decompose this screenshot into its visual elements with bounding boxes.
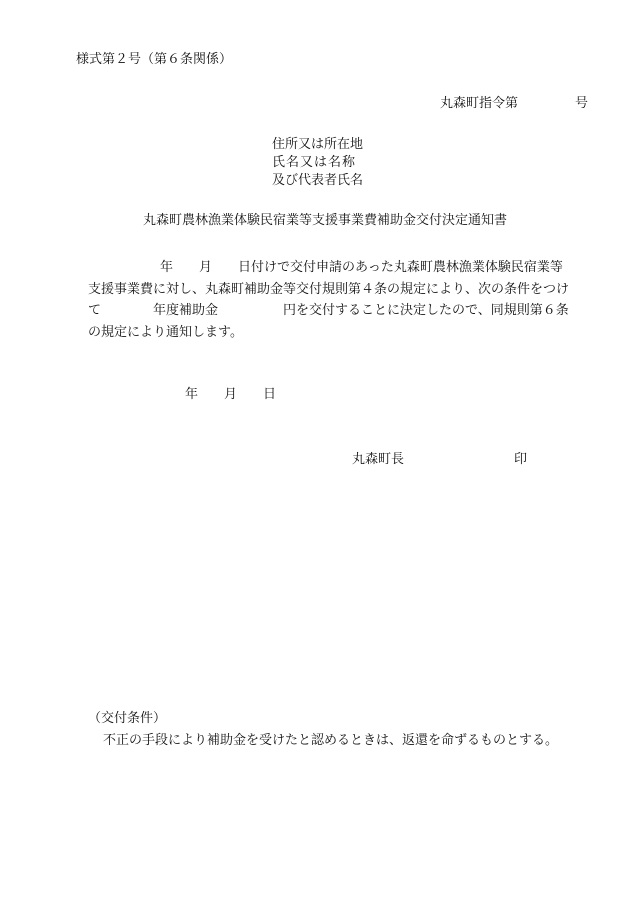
body-line-4: の規定により通知します。 <box>88 324 243 340</box>
directive-number-label: 丸森町指令第 <box>440 96 519 111</box>
body-paragraph <box>88 257 592 343</box>
conditions-text: 不正の手段により補助金を受けたと認めるときは、返還を命ずるものとする。 <box>103 733 559 748</box>
issue-date: 年 月 日 <box>185 387 277 402</box>
body-line-1: 年 月 日付けで交付申請のあった丸森町農林漁業体験民宿業等 <box>160 260 563 275</box>
form-number: 様式第２号（第６条関係） <box>76 52 233 67</box>
document-title: 丸森町農林漁業体験民宿業等支援事業費補助金交付決定通知書 <box>143 213 508 228</box>
directive-number-suffix: 号 <box>575 96 589 111</box>
addressee-address-label: 住所又は所在地 <box>272 137 364 152</box>
body-line-3: て 年度補助金 円を交付することに決定したので、同規則第６条 <box>88 303 569 318</box>
addressee-name-label: 氏名又は名称 <box>272 155 357 170</box>
addressee-representative-label: 及び代表者氏名 <box>272 173 364 188</box>
seal-mark: 印 <box>514 452 528 467</box>
body-line-2: 支援事業費に対し、丸森町補助金等交付規則第４条の規定により、次の条件をつけ <box>88 281 570 297</box>
conditions-heading: （交付条件） <box>88 711 167 726</box>
issuer-title: 丸森町長 <box>352 452 405 467</box>
